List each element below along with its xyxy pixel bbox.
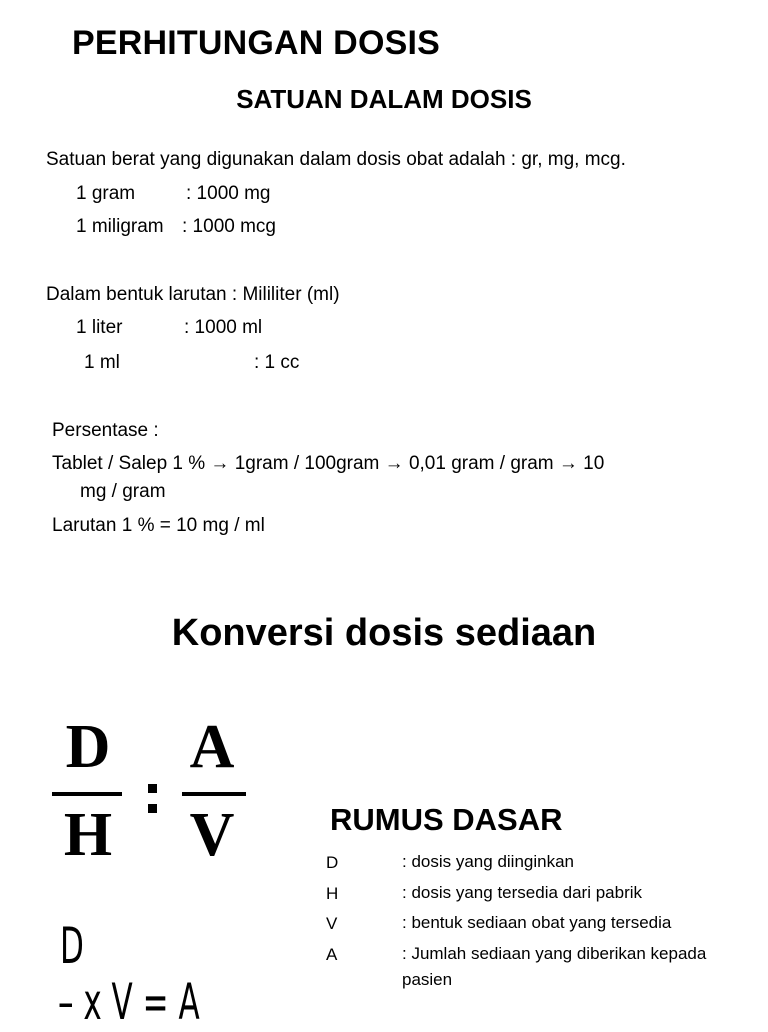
legend-desc: : Jumlah sediaan yang diberikan kepada pasien [402, 944, 707, 989]
solution-row-value: : 1000 ml [184, 317, 263, 338]
colon-dot [148, 784, 157, 793]
weight-row-unit: 1 gram [76, 183, 136, 204]
weight-row-value: : 1000 mcg [182, 216, 276, 237]
formula-a: A [189, 713, 235, 781]
legend-desc: : bentuk sediaan obat yang tersedia [402, 913, 672, 932]
legend-desc: : dosis yang diinginkan [402, 852, 575, 871]
weight-row-unit: 1 miligram [76, 216, 164, 237]
weight-row-value: : 1000 mg [186, 183, 271, 204]
percentage-tablet-line-cont: mg / gram [80, 481, 166, 502]
page-title: PERHITUNGAN DOSIS [72, 24, 440, 62]
fraction-bar [182, 792, 246, 796]
formula2-numerator: D [60, 917, 84, 975]
colon-dot [148, 804, 157, 813]
percentage-heading: Persentase : [52, 420, 159, 441]
legend-key: D [326, 853, 339, 872]
formula-d: D [65, 713, 111, 781]
formula-v: V [189, 801, 235, 869]
legend-key: H [326, 884, 339, 903]
solution-row-value: : 1 cc [254, 352, 300, 373]
solution-row-unit: 1 liter [76, 317, 123, 338]
rumus-title: RUMUS DASAR [330, 802, 563, 837]
formula2-expression: – x V = A [58, 973, 200, 1031]
legend-key: V [326, 914, 338, 933]
fraction-bar [52, 792, 122, 796]
solution-intro: Dalam bentuk larutan : Mililiter (ml) [46, 284, 340, 305]
weight-intro: Satuan berat yang digunakan dalam dosis obat adalah : gr, mg, mcg. [46, 149, 626, 170]
percentage-tablet-line: Tablet / Salep 1 % → 1gram / 100gram → 0,01 gram / gram → 10 [52, 453, 605, 474]
solution-row-unit: 1 ml [84, 352, 120, 373]
page-subtitle: SATUAN DALAM DOSIS [236, 84, 532, 114]
section-title-konversi: Konversi dosis sediaan [171, 612, 597, 654]
percentage-solution-line: Larutan 1 % = 10 mg / ml [52, 515, 265, 536]
legend-key: A [326, 945, 338, 964]
formula-h: H [63, 801, 113, 869]
legend-desc: : dosis yang tersedia dari pabrik [402, 883, 643, 902]
